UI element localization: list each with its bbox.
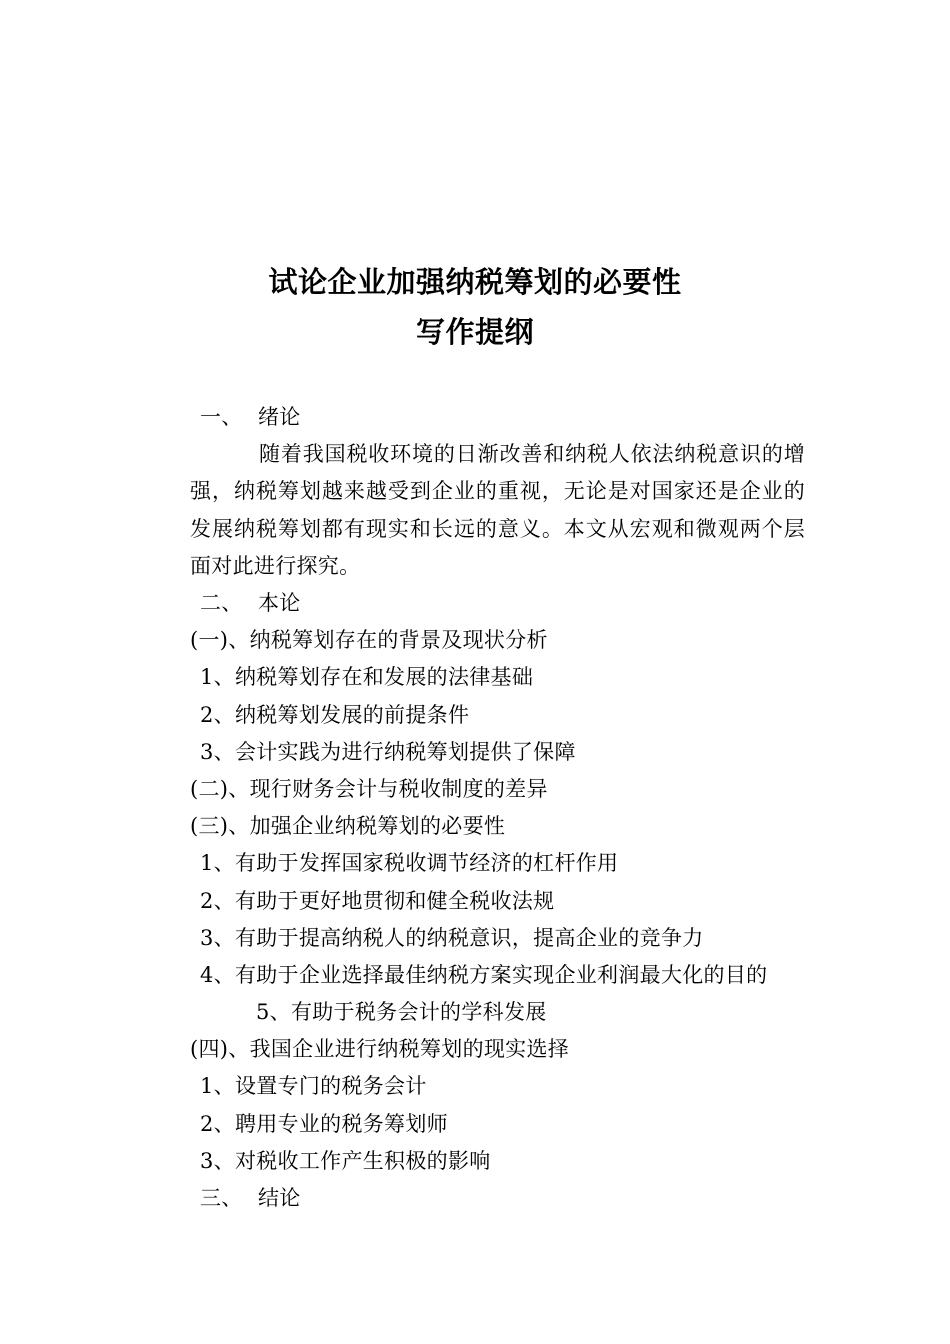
document-subtitle: 写作提纲	[415, 315, 534, 349]
section-number: 三、	[200, 1186, 243, 1210]
section-heading-introduction	[190, 399, 810, 436]
list-item: 3、有助于提高纳税人的纳税意识，提高企业的竞争力	[200, 925, 704, 950]
document-title: 试论企业加强纳税筹划的必要性	[268, 265, 682, 299]
section-heading-conclusion	[190, 1180, 810, 1217]
list-item: 2、聘用专业的税务筹划师	[200, 1111, 448, 1136]
list-item: 1、设置专门的税务会计	[200, 1074, 427, 1099]
list-item: 3、会计实践为进行纳税筹划提供了保障	[200, 739, 576, 764]
list-item: 2、有助于更好地贯彻和健全税收法规	[200, 888, 555, 913]
part-heading-differences: (二)、现行财务会计与税收制度的差异	[190, 776, 548, 801]
section-label: 绪论	[258, 405, 301, 429]
part-heading-choices: (四)、我国企业进行纳税筹划的现实选择	[190, 1037, 570, 1062]
intro-paragraph: 随着我国税收环境的日渐改善和纳税人依法纳税意识的增强，纳税筹划越来越受到企业的重视，无论是对国家还是企业的发展纳税筹划都有现实和长远的意义。本文从宏观和微观两个层面对此进行探究。	[190, 442, 805, 578]
section-number: 一、	[200, 405, 243, 429]
section-heading-body	[190, 585, 810, 622]
part-heading-necessity: (三)、加强企业纳税筹划的必要性	[190, 814, 506, 839]
list-item: 3、对税收工作产生积极的影响	[200, 1148, 491, 1173]
section-number: 二、	[200, 591, 243, 615]
outline-body	[190, 399, 810, 1217]
list-item: 2、纳税筹划发展的前提条件	[200, 702, 470, 727]
list-item: 1、纳税筹划存在和发展的法律基础	[200, 665, 534, 690]
list-item: 4、有助于企业选择最佳纳税方案实现企业利润最大化的目的	[200, 962, 768, 987]
part-heading-background: (一)、纳税筹划存在的背景及现状分析	[190, 628, 548, 653]
list-item: 1、有助于发挥国家税收调节经济的杠杆作用	[200, 851, 619, 876]
section-label: 结论	[258, 1186, 301, 1210]
list-item: 5、有助于税务会计的学科发展	[256, 1000, 547, 1025]
section-label: 本论	[258, 591, 301, 615]
